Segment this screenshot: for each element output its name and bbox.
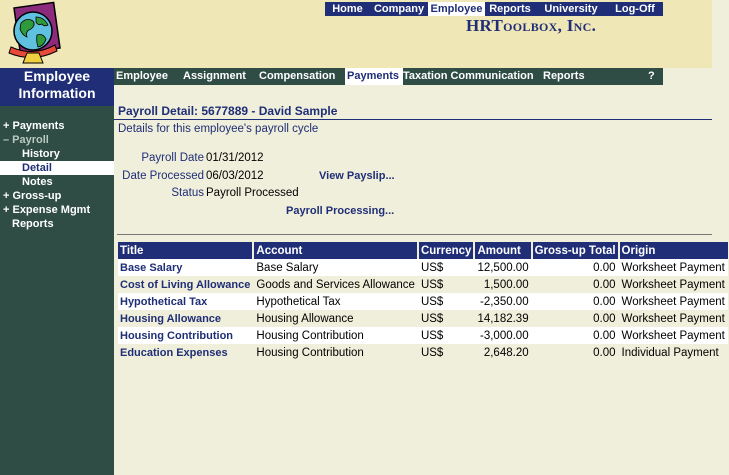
page-title: Payroll Detail: 5677889 - David Sample <box>118 104 338 118</box>
top-nav-home[interactable]: Home <box>332 3 363 15</box>
sidebar <box>0 68 114 475</box>
table-row <box>118 259 728 276</box>
row-title-link[interactable]: Housing Contribution <box>118 327 253 344</box>
help-icon[interactable]: ? <box>648 70 655 82</box>
row-account: Base Salary <box>253 259 418 276</box>
row-amount: 1,500.00 <box>474 276 531 293</box>
row-currency: US$ <box>418 276 475 293</box>
row-currency: US$ <box>418 327 475 344</box>
sidebar-item-payroll[interactable]: – Payroll <box>3 134 49 146</box>
table-row <box>118 327 728 344</box>
table-row <box>118 344 728 361</box>
row-origin: Individual Payment <box>619 344 728 361</box>
sidebar-item-history[interactable]: History <box>22 148 60 160</box>
row-origin: Worksheet Payment <box>619 310 728 327</box>
tab-employee[interactable]: Employee <box>116 70 168 82</box>
company-name: HRToolbox, Inc. <box>466 16 597 35</box>
row-title-link[interactable]: Hypothetical Tax <box>118 293 253 310</box>
table-row <box>118 276 728 293</box>
tab-taxation-communication[interactable]: Taxation Communication <box>403 70 534 82</box>
row-account: Housing Allowance <box>253 310 418 327</box>
status-value: Payroll Processed <box>206 187 299 199</box>
row-origin: Worksheet Payment <box>619 276 728 293</box>
col-title[interactable]: Title <box>118 242 253 259</box>
sub-nav <box>114 68 663 85</box>
row-currency: US$ <box>418 259 475 276</box>
top-nav-university[interactable]: University <box>544 3 598 15</box>
payroll-processing-link[interactable]: Payroll Processing... <box>286 205 395 217</box>
row-title-link[interactable]: Education Expenses <box>118 344 253 361</box>
row-grossup: 0.00 <box>532 293 619 310</box>
top-nav-employee[interactable]: Employee <box>428 2 485 16</box>
row-currency: US$ <box>418 310 475 327</box>
col-origin[interactable]: Origin <box>619 242 728 259</box>
col-amount[interactable]: Amount <box>474 242 531 259</box>
status-label: Status <box>171 187 204 199</box>
sidebar-title <box>0 68 114 106</box>
sidebar-item-grossup[interactable]: + Gross-up <box>3 190 62 202</box>
row-amount: 12,500.00 <box>474 259 531 276</box>
payroll-date-value: 01/31/2012 <box>206 152 264 164</box>
row-grossup: 0.00 <box>532 259 619 276</box>
main-content <box>114 85 725 475</box>
col-grossup-total[interactable]: Gross-up Total <box>532 242 619 259</box>
row-currency: US$ <box>418 293 475 310</box>
globe-icon[interactable] <box>3 3 63 65</box>
row-origin: Worksheet Payment <box>619 327 728 344</box>
col-currency[interactable]: Currency <box>418 242 475 259</box>
tab-assignment[interactable]: Assignment <box>183 70 246 82</box>
top-nav-reports[interactable]: Reports <box>489 3 531 15</box>
payroll-date-label: Payroll Date <box>141 152 204 164</box>
row-account: Hypothetical Tax <box>253 293 418 310</box>
date-processed-label: Date Processed <box>122 170 204 182</box>
top-nav-logoff[interactable]: Log-Off <box>615 3 655 15</box>
top-nav-company[interactable]: Company <box>373 3 425 15</box>
sidebar-item-expense-mgmt[interactable]: + Expense Mgmt <box>3 204 91 216</box>
tab-reports[interactable]: Reports <box>543 70 585 82</box>
date-processed-value: 06/03/2012 <box>206 170 264 182</box>
row-origin: Worksheet Payment <box>619 259 728 276</box>
table-row <box>118 310 728 327</box>
row-account: Housing Contribution <box>253 344 418 361</box>
section-divider <box>117 234 712 235</box>
row-amount: -2,350.00 <box>474 293 531 310</box>
sidebar-title-line1: Employee <box>23 68 91 84</box>
row-amount: 2,648.20 <box>474 344 531 361</box>
row-account: Housing Contribution <box>253 327 418 344</box>
sidebar-item-payments[interactable]: + Payments <box>3 120 65 132</box>
col-account[interactable]: Account <box>253 242 418 259</box>
payroll-table <box>118 242 729 361</box>
row-title-link[interactable]: Housing Allowance <box>118 310 253 327</box>
sidebar-title-line2: Information <box>18 85 96 101</box>
row-grossup: 0.00 <box>532 276 619 293</box>
title-divider <box>114 119 712 120</box>
sidebar-item-detail[interactable]: Detail <box>0 161 114 175</box>
row-title-link[interactable]: Base Salary <box>118 259 253 276</box>
top-nav <box>325 2 663 16</box>
sidebar-item-reports[interactable]: Reports <box>12 218 54 230</box>
row-grossup: 0.00 <box>532 344 619 361</box>
view-payslip-link[interactable]: View Payslip... <box>319 170 395 182</box>
row-amount: 14,182.39 <box>474 310 531 327</box>
row-amount: -3,000.00 <box>474 327 531 344</box>
row-grossup: 0.00 <box>532 310 619 327</box>
row-account: Goods and Services Allowance <box>253 276 418 293</box>
row-grossup: 0.00 <box>532 327 619 344</box>
app-header <box>0 0 712 68</box>
sidebar-item-notes[interactable]: Notes <box>22 176 53 188</box>
tab-payments[interactable]: Payments <box>345 68 403 85</box>
tab-compensation[interactable]: Compensation <box>259 70 336 82</box>
table-header-row <box>118 242 728 259</box>
row-currency: US$ <box>418 344 475 361</box>
table-row <box>118 293 728 310</box>
row-origin: Worksheet Payment <box>619 293 728 310</box>
row-title-link[interactable]: Cost of Living Allowance <box>118 276 253 293</box>
page-subtitle: Details for this employee's payroll cycle <box>118 123 319 135</box>
